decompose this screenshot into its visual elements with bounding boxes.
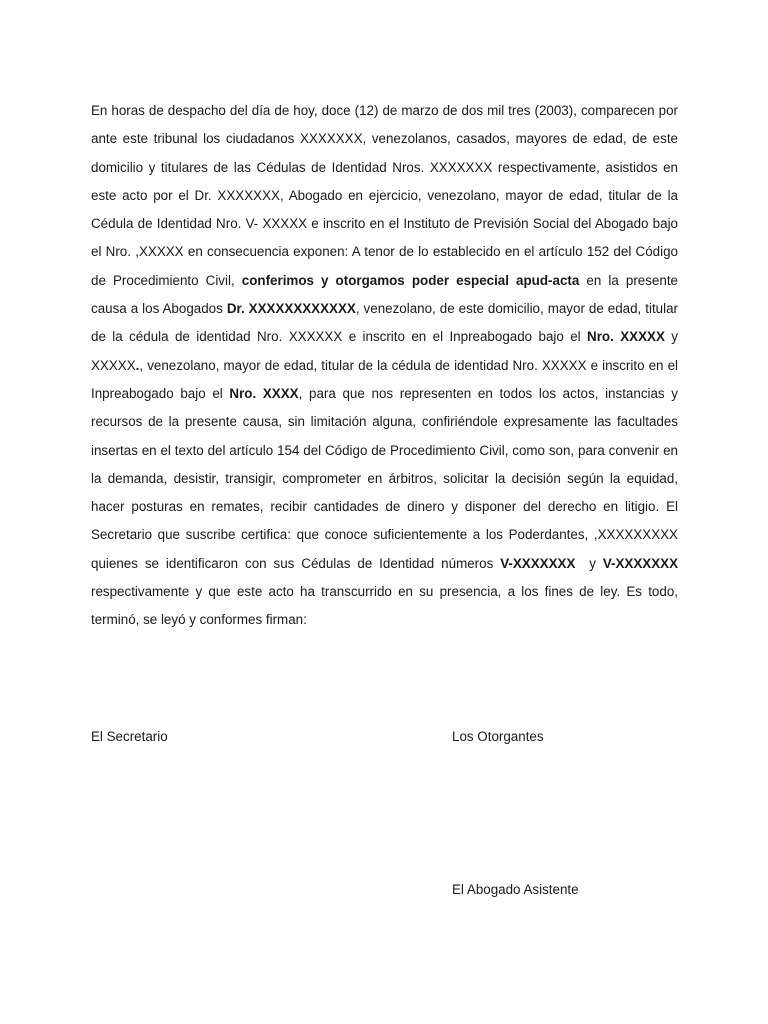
paragraph-segment: , para que nos representen en todos los actos, instancias y recursos de la presente causa, sin limitación alguna, confiriéndole expresamente las facultades insertas en el texto del artículo 154 del Código de Procedimiento Civil, como son, para convenir en la demanda, desistir, transigir, comprometer en árbitros, solicitar la decisión según la equidad, hacer posturas en remates, recibir cantidades de dinero y disponer del derecho en litigio. El Secretario que suscribe certifica: que conoce suficientemente a los Poderdantes, ,XXXXXXXXX quienes se identificaron con sus Cédulas de Identidad números [91,385,678,571]
signature-secretario: El Secretario [91,729,168,744]
paragraph-segment-bold: Nro. XXXXX [587,329,665,345]
paragraph-segment-bold: V-XXXXXXX [602,555,679,571]
paragraph-segment: y [575,555,603,571]
paragraph-segment-bold: Nro. XXXX [229,385,299,401]
paragraph-segment: En horas de despacho del día de hoy, doce (12) de marzo de dos mil tres (2003), comparecen por ante este tribunal los ciudadanos XXXXXXX, venezolanos, casados, mayores de edad, de este domicilio y titulares de las Cédulas de Identidad Nros. XXXXXXX respectivamente, asistidos en este acto por el Dr. XXXXXXX, Abogado en ejercicio, venezolano, mayor de edad, titular de la Cédula de Identidad Nro. V- XXXXX e inscrito en el Instituto de Previsión Social del Abogado bajo el Nro. ,XXXXX en consecuencia exponen: A tenor de lo establecido en el artículo 152 del Código de Procedimiento Civil, [91,103,678,288]
paragraph-segment-bold: Dr. XXXXXXXXXXXX [226,301,356,317]
paragraph-segment-bold: . [135,357,140,373]
paragraph-segment-bold: conferimos y otorgamos poder especial apud-acta [241,272,580,288]
paragraph-segment: en la presente causa a los Abogados [91,272,678,317]
signature-otorgantes: Los Otorgantes [452,729,544,744]
paragraph-segment-bold: V-XXXXXXX [500,555,576,571]
paragraph-segment: , venezolano, de este domicilio, mayor de edad, titular de la cédula de identidad Nro. XXXXXX e inscrito en el Inpreabogado bajo el [91,301,679,345]
paragraph-segment: y XXXXX [91,329,678,373]
paragraph-segment: , venezolano, mayor de edad, titular de la cédula de identidad Nro. XXXXX e inscrito en el Inpreabogado bajo el [91,357,678,401]
paragraph-segment: respectivamente y que este acto ha transcurrido en su presencia, a los fines de ley. Es todo, terminó, se leyó y conformes firman: [91,584,678,628]
signature-abogado-asistente: El Abogado Asistente [452,882,579,897]
body-paragraph [91,97,678,635]
